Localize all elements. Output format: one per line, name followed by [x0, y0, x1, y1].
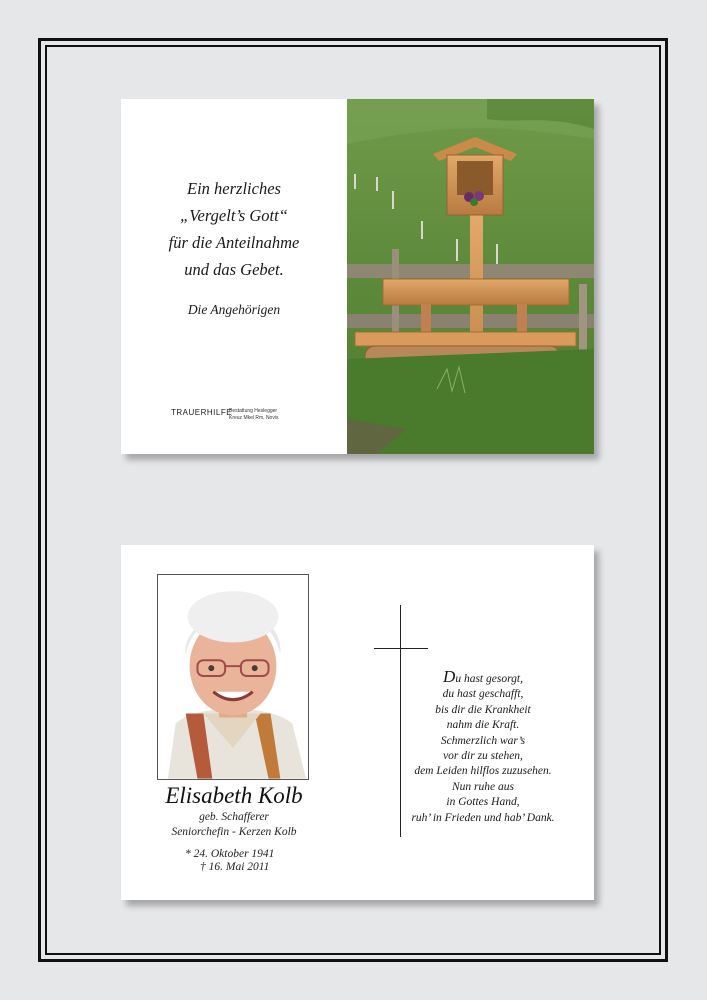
deceased-name: Elisabeth Kolb — [165, 783, 303, 808]
logo-line-1: Bestattung Heslegger — [229, 408, 278, 414]
poem-line: dem Leiden hilflos zuzusehen. — [414, 765, 552, 778]
inner-card — [121, 545, 594, 900]
logo-brand: TRAUERHILFE — [171, 408, 233, 417]
poem-line: Nun ruhe aus — [452, 780, 514, 793]
memorial-poem — [383, 669, 583, 826]
front-card — [121, 99, 594, 454]
poem-line: ruh’ in Frieden und hab’ Dank. — [411, 811, 555, 824]
poem-line: Du hast gesorgt, — [443, 667, 523, 686]
thanks-line: „Vergelt’s Gott“ — [180, 206, 288, 225]
poem-line: in Gottes Hand, — [446, 796, 520, 809]
thanks-line: und das Gebet. — [184, 260, 284, 279]
death-date: † 16. Mai 2011 — [200, 861, 270, 873]
poem-line: Schmerzlich war’s — [440, 734, 526, 747]
family-signature: Die Angehörigen — [187, 302, 281, 317]
thanks-text — [121, 175, 347, 283]
poem-line: nahm die Kraft. — [446, 719, 520, 732]
birth-date: * 24. Oktober 1941 — [185, 848, 275, 860]
thanks-line: Ein herzliches — [187, 179, 281, 198]
portrait-photo — [157, 574, 309, 780]
cross-horizontal — [374, 648, 428, 649]
maiden-name: geb. Schafferer — [199, 811, 269, 823]
deceased-role: Seniorchefin - Kerzen Kolb — [171, 826, 297, 838]
logo-line-2: Kreuz Mkel Rm, Novis — [229, 415, 279, 421]
wayside-shrine-bench-photo — [347, 99, 594, 454]
funeral-home-logo — [171, 402, 311, 428]
thanks-line: für die Anteilnahme — [168, 233, 300, 252]
poem-line: vor dir zu stehen, — [443, 750, 523, 763]
portrait-illustration — [158, 575, 308, 779]
poem-line: bis dir die Krankheit — [435, 703, 531, 716]
poem-line: du hast geschafft, — [442, 688, 524, 701]
